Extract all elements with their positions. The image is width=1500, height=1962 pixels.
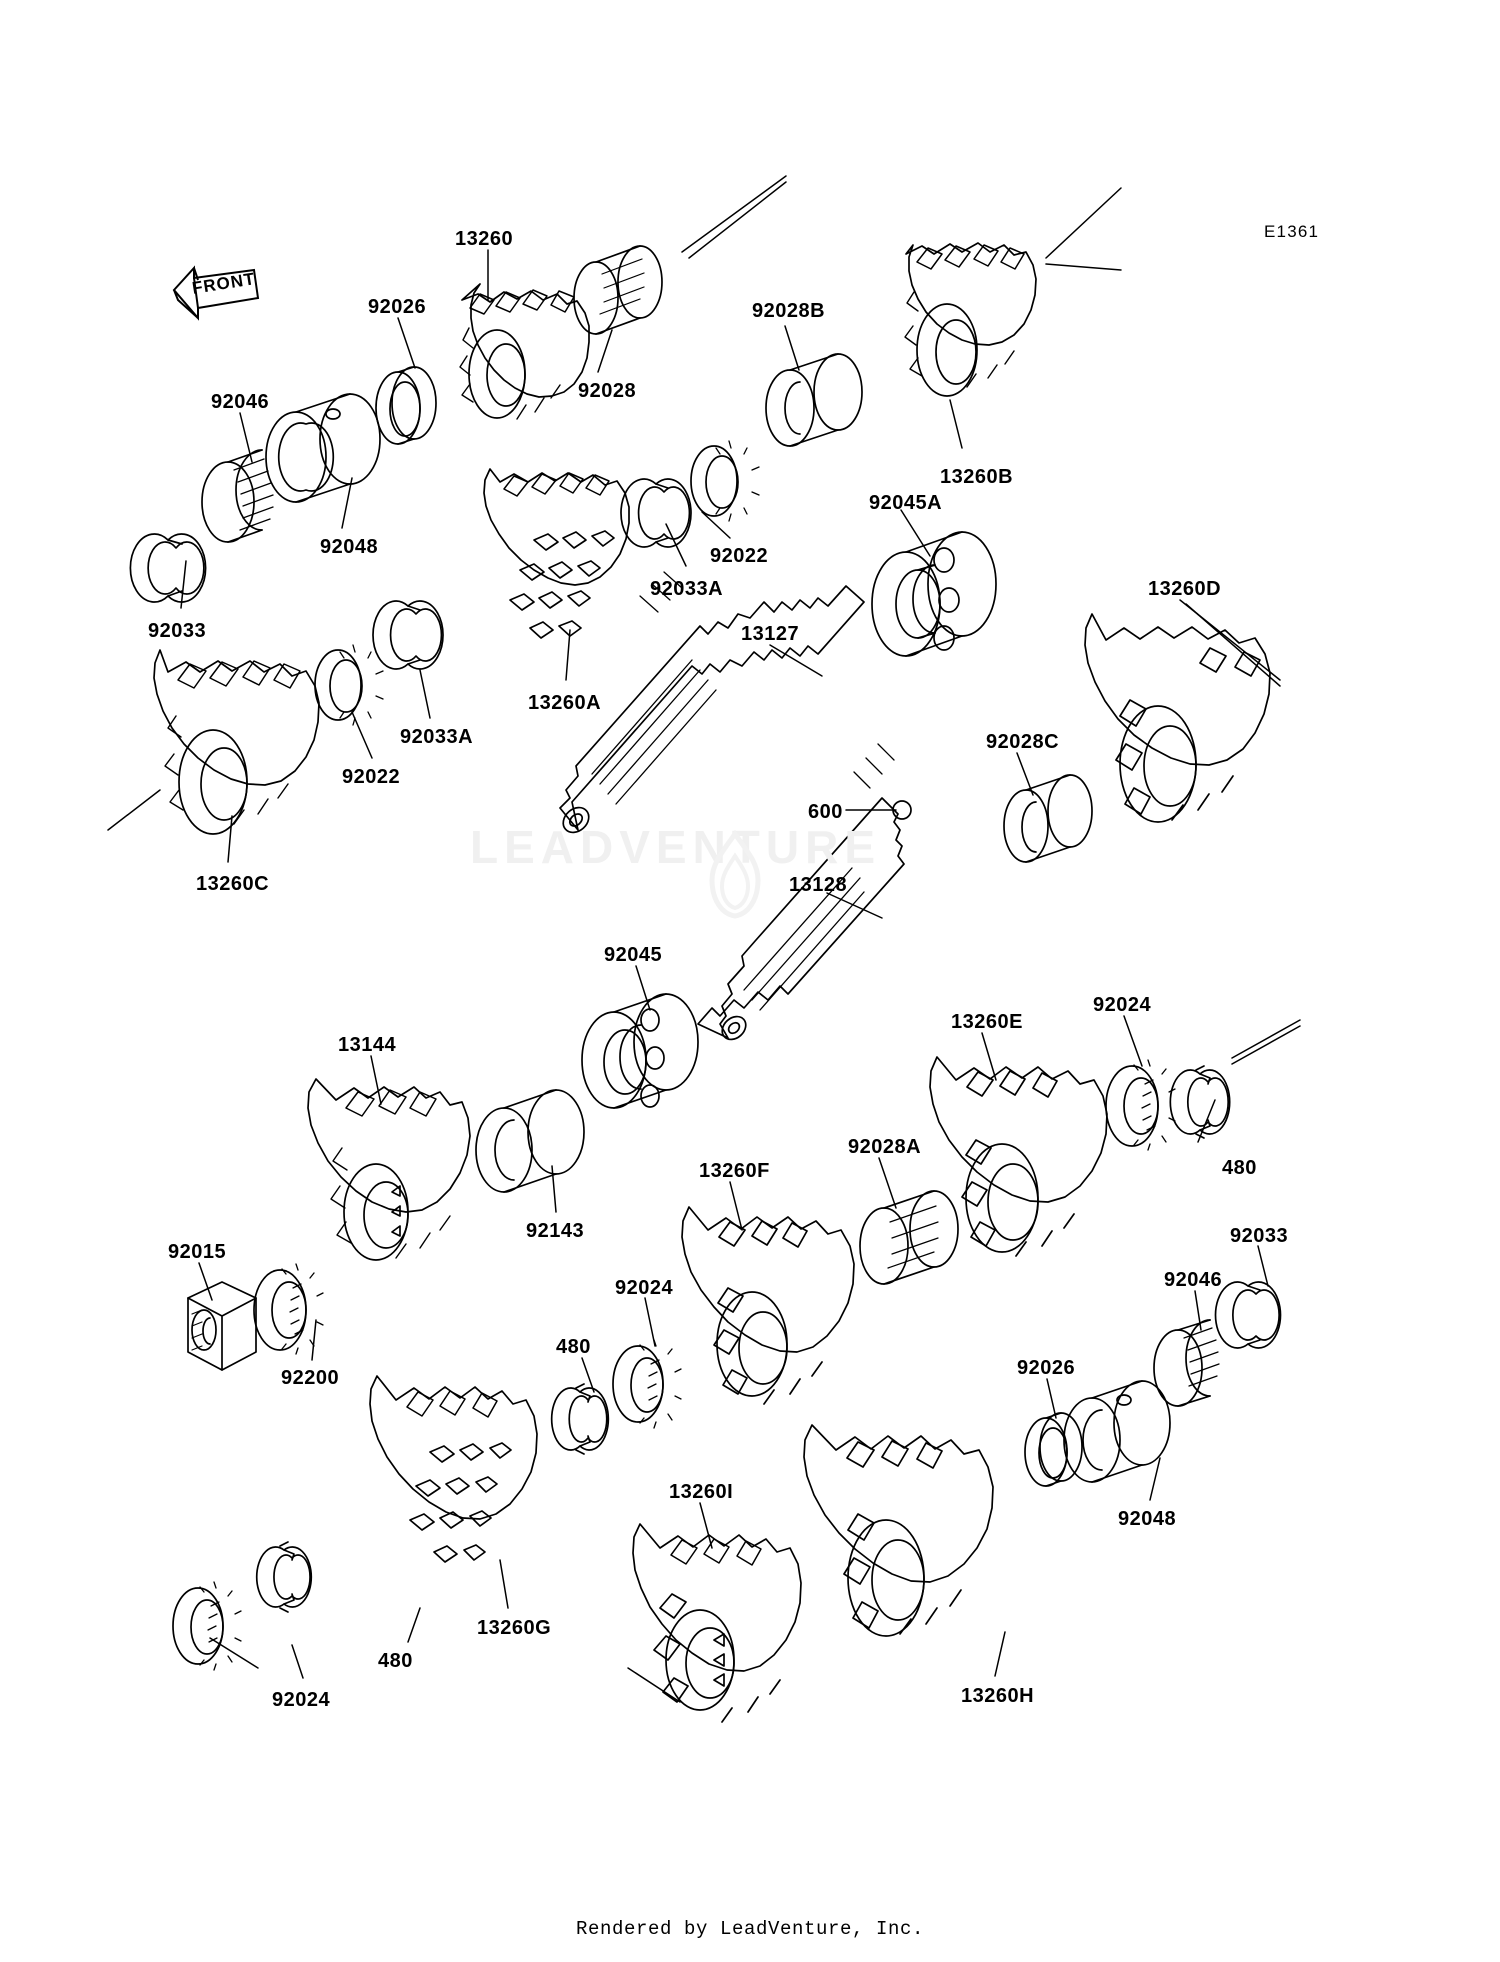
part-13144-gear	[308, 1079, 470, 1260]
part-92033-snapring	[130, 534, 205, 602]
part-label-92022: 92022	[710, 545, 769, 567]
part-label-92028C: 92028C	[986, 731, 1060, 753]
part-label-92028B: 92028B	[752, 300, 826, 322]
part-label-92026: 92026	[368, 296, 427, 318]
part-92028C-bushing	[1004, 775, 1092, 862]
watermark-text: LEADVENTURE	[470, 821, 882, 873]
part-480-circlip-lower-left	[257, 1542, 312, 1612]
part-label-92028A: 92028A	[848, 1136, 922, 1158]
part-13260I-gear	[633, 1524, 801, 1722]
part-13260G-gear	[370, 1376, 537, 1562]
footer-attribution: Rendered by LeadVenture, Inc.	[575, 1918, 925, 1940]
part-label-92200: 92200	[281, 1367, 340, 1389]
part-92033A-snapring-2	[373, 601, 443, 669]
part-92045A-ball-bearing	[872, 532, 996, 656]
front-arrow-label: FRONT	[190, 269, 257, 298]
part-label-92028: 92028	[578, 380, 637, 402]
part-13260F-gear	[682, 1207, 854, 1404]
part-label-600: 600	[808, 801, 843, 823]
part-label-480: 480	[1222, 1157, 1257, 1179]
part-label-92033A: 92033A	[650, 578, 724, 600]
part-92046-needle-bearing-right	[1154, 1320, 1219, 1406]
part-label-13260E: 13260E	[951, 1011, 1023, 1033]
part-13260-gear	[460, 284, 589, 419]
part-label-92143: 92143	[526, 1220, 585, 1242]
drawing-code: E1361	[1264, 222, 1320, 241]
part-label-13260H: 13260H	[961, 1685, 1035, 1707]
part-label-92022b: 92022	[342, 766, 401, 788]
part-label-13144: 13144	[338, 1034, 397, 1056]
part-label-92024: 92024	[1093, 994, 1152, 1016]
part-label-92046: 92046	[211, 391, 270, 413]
part-13260D-gear	[1085, 614, 1270, 822]
part-label-92048b: 92048	[1118, 1508, 1177, 1530]
part-label-13260B: 13260B	[940, 466, 1014, 488]
part-label-92033Ab: 92033A	[400, 726, 474, 748]
part-13260B-gear	[905, 243, 1036, 396]
part-92045-ball-bearing	[582, 994, 698, 1108]
part-92028B-bushing	[766, 354, 862, 446]
part-label-92033b: 92033	[1230, 1225, 1289, 1247]
part-13260A-gear-cluster	[484, 469, 629, 638]
part-label-13260F: 13260F	[699, 1160, 770, 1182]
part-label-92026b: 92026	[1017, 1357, 1076, 1379]
part-13127-drive-shaft	[558, 572, 864, 838]
part-label-13260D: 13260D	[1148, 578, 1222, 600]
part-92024-washer-center	[613, 1340, 681, 1428]
part-92022-washer	[691, 441, 759, 521]
part-92048-collar	[266, 394, 380, 502]
part-label-92045A: 92045A	[869, 492, 943, 514]
part-480-circlip-right	[1170, 1066, 1229, 1138]
part-label-92046b: 92046	[1164, 1269, 1223, 1291]
front-direction-arrow	[168, 258, 268, 326]
part-92026-washer-right	[1025, 1413, 1082, 1486]
part-92026-washer	[376, 367, 436, 444]
part-label-480c: 480	[378, 1650, 413, 1672]
part-label-92024b: 92024	[615, 1277, 674, 1299]
part-label-13127: 13127	[741, 623, 800, 645]
part-92024-washer-lower-left	[173, 1582, 241, 1670]
part-13260H-gear	[804, 1425, 993, 1636]
part-label-480b: 480	[556, 1336, 591, 1358]
part-13260E-gear	[930, 1057, 1107, 1256]
part-92033-snapring-right	[1216, 1282, 1281, 1348]
part-480-circlip-center	[552, 1384, 609, 1454]
part-label-92033: 92033	[148, 620, 207, 642]
part-92046-needle-bearing	[202, 450, 273, 542]
part-label-13260A: 13260A	[528, 692, 602, 714]
part-92024-washer-right	[1106, 1060, 1175, 1150]
part-label-92048: 92048	[320, 536, 379, 558]
leader-lines	[108, 176, 1300, 1702]
part-label-13260C: 13260C	[196, 873, 270, 895]
part-label-92015: 92015	[168, 1241, 227, 1263]
part-92143-collar	[476, 1090, 584, 1192]
part-label-92024c: 92024	[272, 1689, 331, 1711]
part-92022-washer-2	[315, 645, 383, 725]
part-92033A-snapring	[621, 479, 691, 547]
part-label-92045: 92045	[604, 944, 663, 966]
part-label-13128: 13128	[789, 874, 848, 896]
part-92200-washer	[254, 1264, 323, 1354]
part-label-13260: 13260	[455, 228, 514, 250]
part-13260C-gear	[154, 650, 319, 834]
part-label-13260G: 13260G	[477, 1617, 552, 1639]
part-label-13260I: 13260I	[669, 1481, 734, 1503]
part-92028A-bushing	[860, 1191, 958, 1284]
part-92015-nut	[188, 1282, 256, 1370]
